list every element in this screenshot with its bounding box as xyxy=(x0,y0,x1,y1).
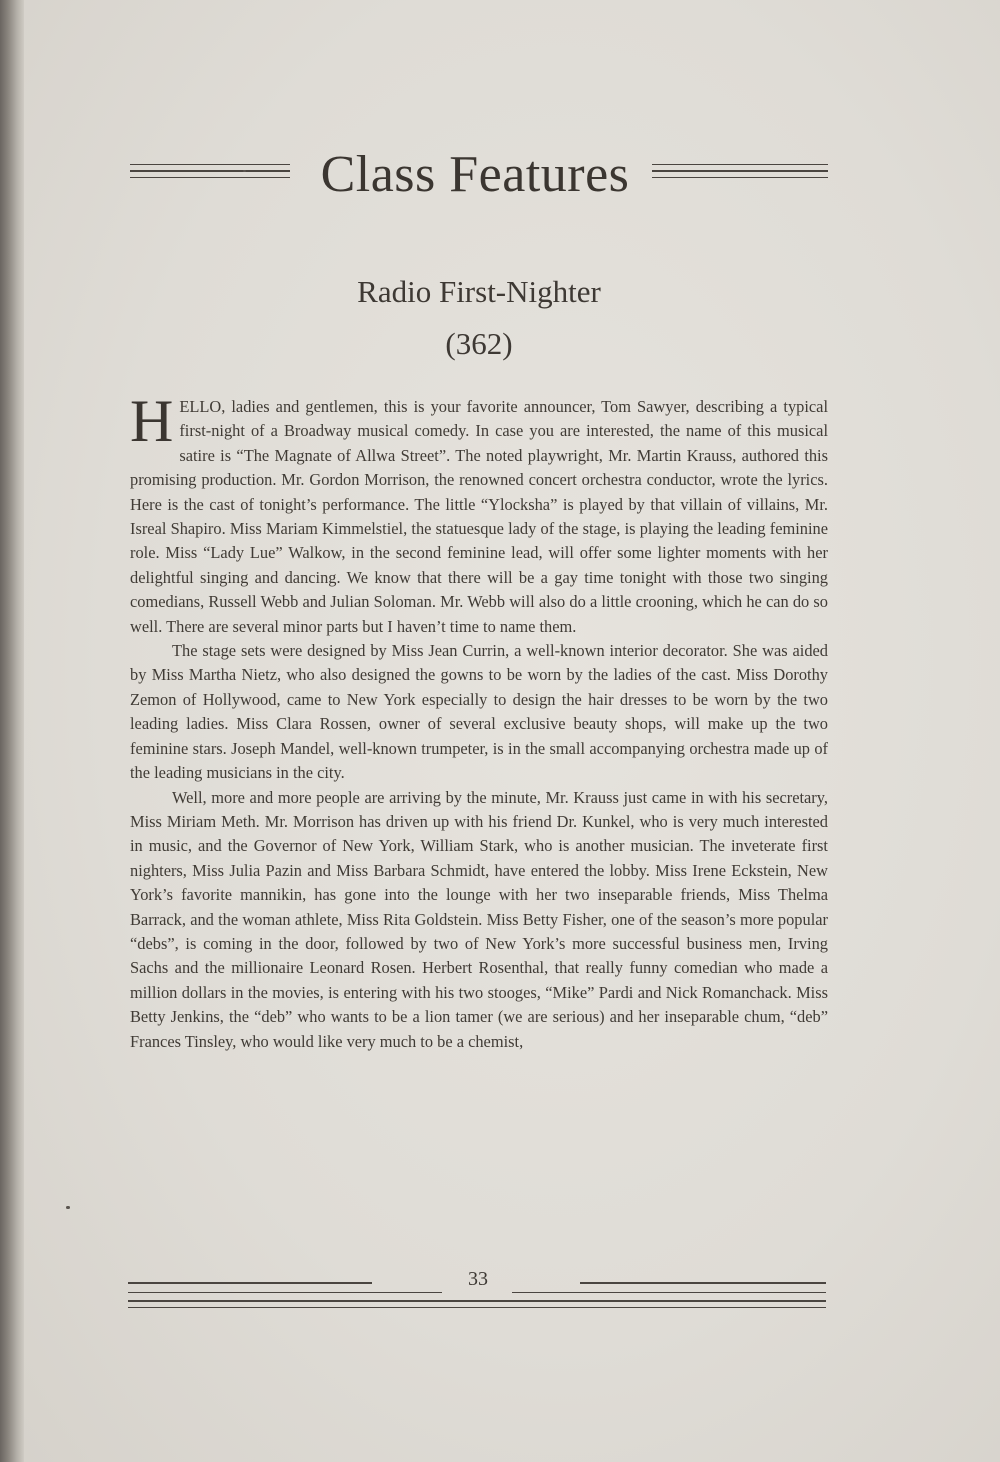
section-title: Class Features xyxy=(320,146,630,203)
header-rule xyxy=(130,164,290,165)
footer-rule xyxy=(128,1282,372,1284)
section-header xyxy=(130,140,828,210)
footer-rule xyxy=(580,1282,826,1284)
article-title: Radio First-Nighter xyxy=(357,274,601,309)
article-body xyxy=(130,388,828,1054)
header-rules-left xyxy=(130,164,290,183)
footer-rule xyxy=(128,1307,826,1308)
header-rule xyxy=(652,170,828,172)
footer-rule xyxy=(128,1292,442,1293)
footer-rule xyxy=(512,1292,826,1293)
header-rule xyxy=(652,177,828,178)
header-rule xyxy=(130,177,290,178)
page-number: 33 xyxy=(468,1268,488,1290)
header-rule xyxy=(652,164,828,165)
paper-speck xyxy=(66,1206,70,1209)
book-binding-edge xyxy=(0,0,24,1462)
paragraph xyxy=(130,388,828,639)
footer-rule xyxy=(128,1300,826,1302)
header-rules-right xyxy=(652,164,828,183)
article-number: (362) xyxy=(445,326,513,361)
paper-speck xyxy=(243,170,246,172)
drop-cap: H xyxy=(130,388,174,454)
paragraph: Well, more and more people are arriving by the minute, Mr. Krauss just came in with his secretary, Miss Miriam Meth. Mr. Morrison has driven up with his friend Dr. Kunkel, who is very much interested in music, and the Governor of New York, William Stark, who is another musician. The inveterate first nighters, Miss Julia Pazin and Miss Barbara Schmidt, have entered the lobby. Miss Irene Eckstein, New York’s favorite mannikin, has gone into the lounge with her two inseparable friends, Miss Thelma Barrack, and the woman athlete, Miss Rita Goldstein. Miss Betty Fisher, one of the season’s more popular “debs”, is coming in the door, followed by two of New York’s more successful business men, Irving Sachs and the millionaire Leonard Rosen. Herbert Rosenthal, that really funny comedian who made a million dollars in the movies, is entering with his two stooges, “Mike” Pardi and Nick Romanchack. Miss Betty Jenkins, the “deb” who wants to be a lion tamer (we are serious) and her inseparable chum, “deb” Frances Tinsley, who would like very much to be a chemist, xyxy=(130,787,828,1051)
paragraph: The stage sets were designed by Miss Jean Currin, a well-known interior decorator. She was aided by Miss Martha Nietz, who also designed the gowns to be worn by the ladies of the cast. Miss Dorothy Zemon of Hollywood, came to New York especially to design the hair dresses to be worn by the two leading ladies. Miss Clara Rossen, owner of several exclusive beauty shops, will make up the two feminine stars. Joseph Mandel, well-known trumpeter, is in the small accompanying orchestra made up of the leading musicians in the city. xyxy=(130,641,828,783)
header-rule xyxy=(130,170,290,172)
paragraph-text: ELLO, ladies and gentlemen, this is your favorite announcer, Tom Sawyer, describing a typical first-night of a Broadway musical comedy. In case you are interested, the name of this musical satire is “The Magnate of Allwa Street”. The noted playwright, Mr. Martin Krauss, authored this promising production. Mr. Gordon Morrison, the renowned concert orchestra conductor, wrote the lyrics. Here is the cast of tonight’s performance. The little “Ylocksha” is played by that villain of villains, Mr. Isreal Shapiro. Miss Mariam Kimmelstiel, the statuesque lady of the stage, is playing the leading feminine role. Miss “Lady Lue” Walkow, in the second feminine lead, will offer some lighter moments with her delightful singing and dancing. We know that there will be a gay time tonight with those two singing comedians, Russell Webb and Julian Soloman. Mr. Webb will also do a little crooning, which he can do so well. There are several minor parts but I haven’t time to name them. xyxy=(130,397,828,636)
